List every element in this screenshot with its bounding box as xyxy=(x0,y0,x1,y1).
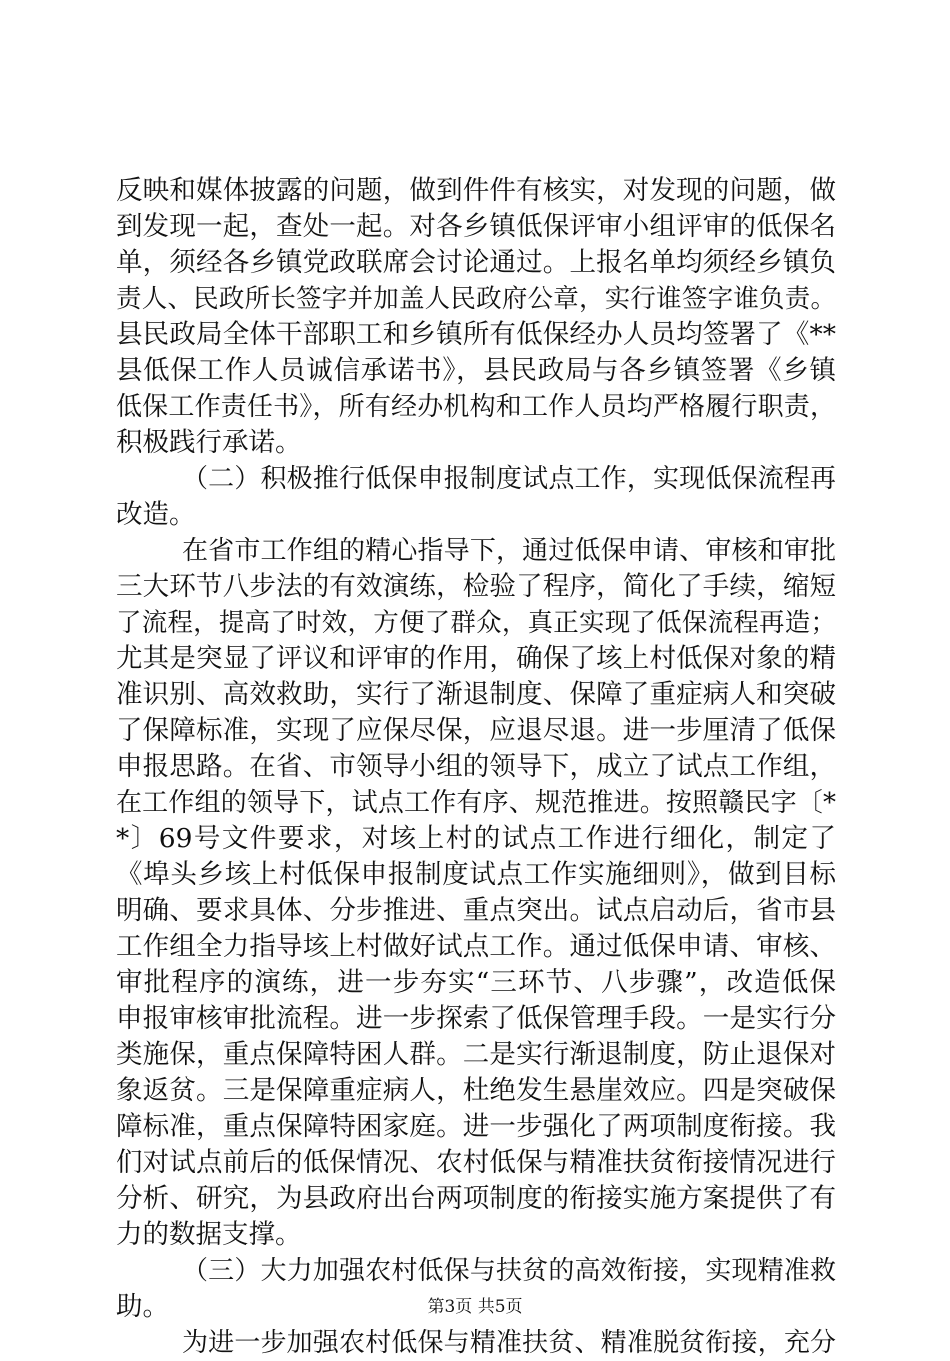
text-line: 准识别、高效救助，实行了渐退制度、保障了重症病人和突破 xyxy=(116,679,836,710)
text-line: 申报思路。在省、市领导小组的领导下，成立了试点工作组， xyxy=(116,751,836,782)
text-line: *〕69号文件要求，对垓上村的试点工作进行细化，制定了 xyxy=(116,823,836,854)
text-line: 明确、要求具体、分步推进、重点突出。试点启动后，省市县 xyxy=(116,895,836,926)
text-line: 了流程，提高了时效，方便了群众，真正实现了低保流程再造； xyxy=(116,608,836,638)
text-line: 三大环节八步法的有效演练，检验了程序，简化了手续，缩短 xyxy=(116,571,836,602)
text-line: 申报审核审批流程。进一步探索了低保管理手段。一是实行分 xyxy=(116,1003,836,1034)
text-line: 改造。 xyxy=(116,499,196,530)
text-line: 尤其是突显了评议和评审的作用，确保了垓上村低保对象的精 xyxy=(116,643,836,674)
text-line: 力的数据支撑。 xyxy=(116,1219,302,1250)
text-line: 县低保工作人员诚信承诺书》，县民政局与各乡镇签署《乡镇 xyxy=(116,355,836,386)
text-line: 低保工作责任书》，所有经办机构和工作人员均严格履行职责， xyxy=(116,392,836,422)
text-line: 单，须经各乡镇党政联席会讨论通过。上报名单均须经乡镇负 xyxy=(116,247,836,278)
text-line: 反映和媒体披露的问题，做到件件有核实，对发现的问题，做 xyxy=(116,175,836,206)
text-line: 责人、民政所长签字并加盖人民政府公章，实行谁签字谁负责。 xyxy=(116,284,836,314)
document-body xyxy=(116,173,836,1361)
text-line: 了保障标准，实现了应保尽保，应退尽退。进一步厘清了低保 xyxy=(116,715,836,746)
text-line: 助。 xyxy=(116,1291,169,1322)
text-line: 在省市工作组的精心指导下，通过低保申请、审核和审批 xyxy=(182,536,836,566)
text-line: 工作组全力指导垓上村做好试点工作。通过低保申请、审核、 xyxy=(116,931,836,962)
text-line: 象返贫。三是保障重症病人，杜绝发生悬崖效应。四是突破保 xyxy=(116,1075,836,1106)
text-line: 分析、研究，为县政府出台两项制度的衔接实施方案提供了有 xyxy=(116,1183,836,1214)
text-line: 《埠头乡垓上村低保申报制度试点工作实施细则》，做到目标 xyxy=(116,859,836,890)
text-line: 积极践行承诺。 xyxy=(116,427,302,458)
text-line: 障标准，重点保障特困家庭。进一步强化了两项制度衔接。我 xyxy=(116,1111,836,1142)
text-line: 到发现一起，查处一起。对各乡镇低保评审小组评审的低保名 xyxy=(116,211,836,242)
page-number-label: 第3页 共5页 xyxy=(427,1297,523,1317)
text-line: 审批程序的演练，进一步夯实“三环节、八步骤”，改造低保 xyxy=(116,967,836,998)
text-line: 县民政局全体干部职工和乡镇所有低保经办人员均签署了《** xyxy=(116,319,836,350)
text-line: 在工作组的领导下，试点工作有序、规范推进。按照赣民字〔* xyxy=(116,788,836,818)
text-line: 为进一步加强农村低保与精准扶贫、精准脱贫衔接，充分 xyxy=(182,1328,836,1358)
page-footer xyxy=(0,1297,950,1317)
text-line: （二）积极推行低保申报制度试点工作，实现低保流程再 xyxy=(182,464,836,494)
text-line: 类施保，重点保障特困人群。二是实行渐退制度，防止退保对 xyxy=(116,1039,836,1070)
text-line: （三）大力加强农村低保与扶贫的高效衔接，实现精准救 xyxy=(182,1256,836,1286)
text-line: 们对试点前后的低保情况、农村低保与精准扶贫衔接情况进行 xyxy=(116,1147,836,1178)
